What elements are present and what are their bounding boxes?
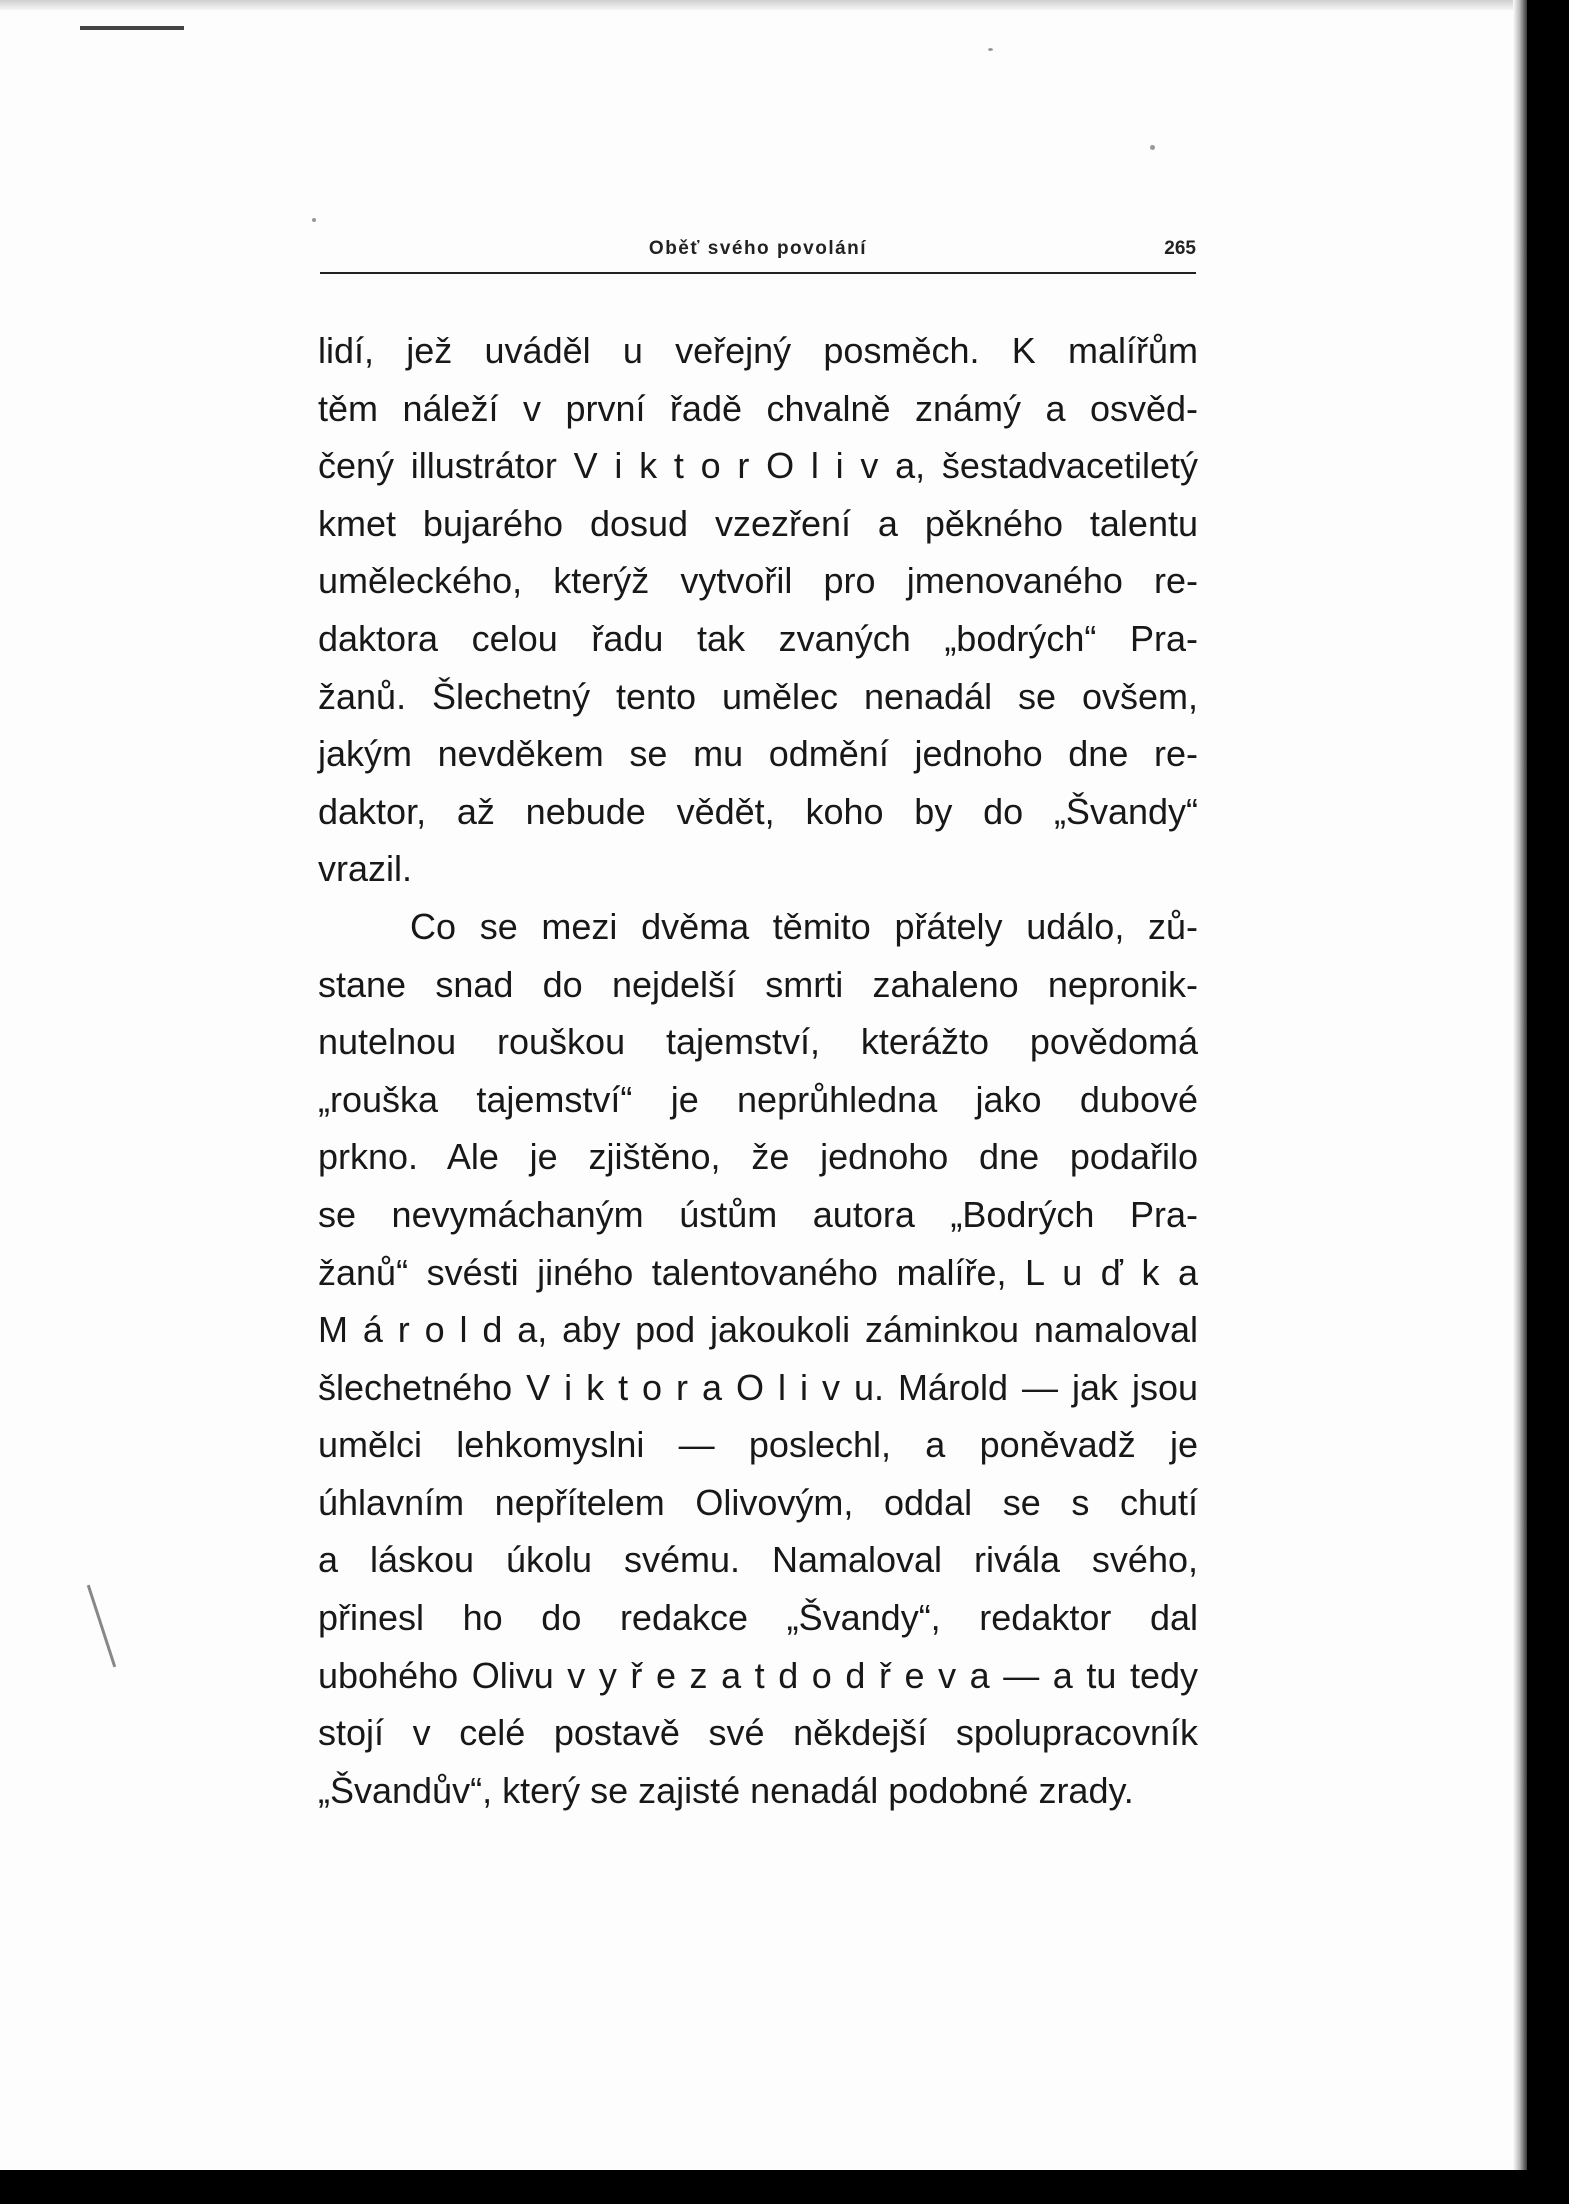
text-line: prkno. Ale je zjištěno, že jednoho dne podařilo (318, 1136, 1198, 1178)
body-text (318, 322, 1198, 1819)
scan-speck (988, 48, 993, 51)
text-line: „Švandův“, který se zajisté nenadál podobné zrady. (318, 1769, 1134, 1811)
text-line: jakým nevděkem se mu odmění jednoho dne re- (318, 733, 1198, 775)
text-line: daktor, až nebude vědět, koho by do „Švandy“ (318, 790, 1198, 832)
page-right-edge (1513, 0, 1527, 2170)
text-line: se nevymáchaným ústům autora „Bodrých Pra- (318, 1193, 1198, 1235)
page-number: 265 (1164, 238, 1196, 259)
text-line: stojí v celé postavě své někdejší spolupracovník (318, 1712, 1198, 1754)
text-line: lidí, jež uváděl u veřejný posměch. K malířům (318, 330, 1198, 371)
running-head (320, 232, 1196, 274)
text-line: ubohého Olivu v y ř e z a t d o d ř e v a — a tu tedy (318, 1654, 1198, 1696)
text-line: těm náleží v první řadě chvalně známý a osvěd- (318, 387, 1198, 429)
text-line: šlechetného V i k t o r a O l i v u. Márold — jak jsou (318, 1366, 1198, 1408)
text-line: daktora celou řadu tak zvaných „bodrých“ Pra- (318, 617, 1198, 659)
text-line: žanů. Šlechetný tento umělec nenadál se ovšem, (318, 675, 1198, 717)
text-line: umělci lehkomyslni — poslechl, a poněvadž je (318, 1424, 1198, 1466)
scan-speck (1150, 145, 1155, 150)
text-line: a láskou úkolu svému. Namaloval riválа svého, (318, 1539, 1198, 1581)
text-line: M á r o l d a, aby pod jakoukoli záminkou namaloval (318, 1309, 1198, 1351)
running-head-title: Oběť svého povolání (648, 238, 868, 259)
text-line: přinesl ho do redakce „Švandy“, redaktor dal (318, 1597, 1198, 1639)
text-line: vrazil. (318, 848, 413, 890)
text-line: nutelnou rouškou tajemství, kterážto povědomá (318, 1021, 1198, 1063)
text-line: úhlavním nepřítelem Olivovým, oddal se s chutí (318, 1481, 1198, 1523)
text-line: žanů“ svésti jiného talentovaného malíře, L u ď k a (318, 1251, 1198, 1293)
text-line: „rouška tajemství“ je neprůhledna jako dubové (318, 1078, 1198, 1120)
text-line: stane snad do nejdelší smrti zahaleno nepronik- (318, 963, 1198, 1005)
text-line: kmet bujarého dosud vzezření a pěkného talentu (318, 502, 1198, 544)
text-line: uměleckého, kterýž vytvořil pro jmenovaného re- (318, 560, 1198, 602)
text-line: čený illustrátor V i k t o r O l i v a, šestadvacetiletý (318, 445, 1198, 487)
scan-mark (87, 1585, 116, 1668)
scan-speck (312, 218, 316, 222)
scan-corner-mark (80, 26, 184, 30)
page-top-edge (0, 0, 1527, 10)
text-line: Co se mezi dvěma těmito přátely událo, zů- (410, 905, 1198, 947)
